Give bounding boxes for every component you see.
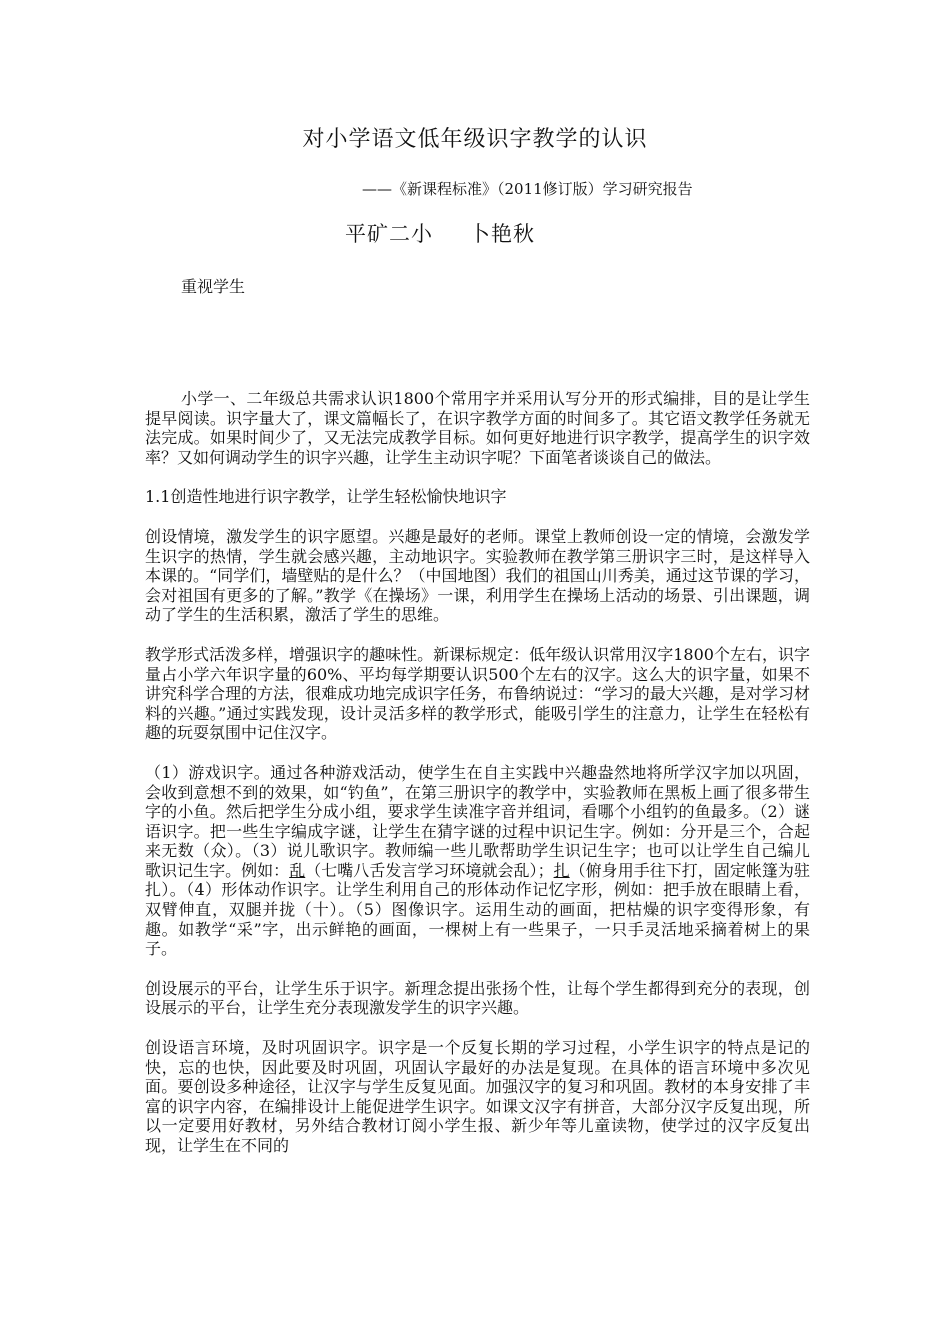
paragraph-language-env: 创设语言环境，及时巩固识字。识字是一个反复长期的学习过程，小学生识字的特点是记的快，忘的也快，因此要及时巩固，巩固认字最好的办法是复现。在具体的语言环境中多次见面。要创设多种途径，让汉字与学生反复见面。加强汉字的复习和巩固。教材的本身安排了丰富的识字内容，在编排设计上能促进学生识字。如课文汉字有拼音，大部分汉字反复出现，所以一定要用好教材，另外结合教材订阅小学生报、新少年等儿童读物，使学过的汉字反复出现，让学生在不同的 <box>145 1038 810 1155</box>
document-subtitle: ——《新课程标准》（2011修订版）学习研究报告 <box>362 180 693 198</box>
author-name: 卜艳秋 <box>469 222 535 246</box>
methods-text-b: （七嘴八舌发言学习环境就会乱）； <box>305 860 554 880</box>
paragraph-methods <box>145 763 810 959</box>
section-heading: 1.1创造性地进行识字教学，让学生轻松愉快地识字 <box>145 487 507 507</box>
document-body <box>145 389 810 1176</box>
document-title: 对小学语文低年级识字教学的认识 <box>302 127 648 152</box>
methods-text-c: （俯身用手往下打，固定帐篷为驻扎）。（4）形体动作识字。让学生利用自己的形体动作记忆字形，例如：把手放在眼睛上看，双臂伸直，双腿并拢（十）。（5）图像识字。运用生动的画面，把枯燥的识字变得形象，有趣。如教学“采”字，出示鲜艳的画面，一棵树上有一些果子，一只手灵活地采摘着树上的果子。 <box>145 860 810 959</box>
underlined-char-luan: 乱 <box>289 860 306 880</box>
intro-paragraph: 小学一、二年级总共需求认识1800个常用字并采用认写分开的形式编排，目的是让学生提早阅读。识字量大了，课文篇幅长了，在识字教学方面的时间多了。其它语文教学任务就无法完成。如果时间少了，又无法完成教学目标。如何更好地进行识字教学，提高学生的识字效率？又如何调动学生的识字兴趣，让学生主动识字呢？下面笔者谈谈自己的做法。 <box>145 389 810 467</box>
paragraph-platform: 创设展示的平台，让学生乐于识字。新理念提出张扬个性，让每个学生都得到充分的表现，创设展示的平台，让学生充分表现激发学生的识字兴趣。 <box>145 978 810 1018</box>
paragraph-teaching-forms: 教学形式活泼多样，增强识字的趣味性。新课标规定：低年级认识常用汉字1800个左右，识字量占小学六年识字量的60%、平均每学期要认识500个左右的汉字。这么大的识字量，如果不讲究科学合理的方法，很难成功地完成识字任务，布鲁纳说过：“学习的最大兴趣，是对学习材料的兴趣。”通过实践发现，设计灵活多样的教学形式，能吸引学生的注意力，让学生在轻松有趣的玩耍氛围中记住汉字。 <box>145 644 810 743</box>
author-line <box>345 218 535 248</box>
methods-text-a: （1）游戏识字。通过各种游戏活动，使学生在自主实践中兴趣盎然地将所学汉字加以巩固，会收到意想不到的效果，如“钓鱼”，在第三册识字的教学中，实验教师在黑板上画了很多带生字的小鱼。然后把学生分成小组，要求学生读准字音并组词，看哪个小组钓的鱼最多。（2）谜语识字。把一些生字编成字谜，让学生在猜字谜的过程中识记生字。例如：分开是三个，合起来无数（众）。（3）说儿歌识字。教师编一些儿歌帮助学生识记生字；也可以让学生自己编儿歌识记生字。例如： <box>145 762 810 880</box>
underlined-char-zha: 扎 <box>553 860 570 880</box>
keyword-text: 重视学生 <box>181 277 246 296</box>
author-school: 平矿二小 <box>345 222 433 246</box>
paragraph-situation: 创设情境，激发学生的识字愿望。兴趣是最好的老师。课堂上教师创设一定的情境，会激发学生识字的热情，学生就会感兴趣，主动地识字。实验教师在教学第三册识字三时，是这样导入本课的。“同学们，墙壁贴的是什么？（中国地图）我们的祖国山川秀美，通过这节课的学习，会对祖国有更多的了解。”教学《在操场》一课，利用学生在操场上活动的场景、引出课题，调动了学生的生活积累，激活了学生的思维。 <box>145 526 810 625</box>
